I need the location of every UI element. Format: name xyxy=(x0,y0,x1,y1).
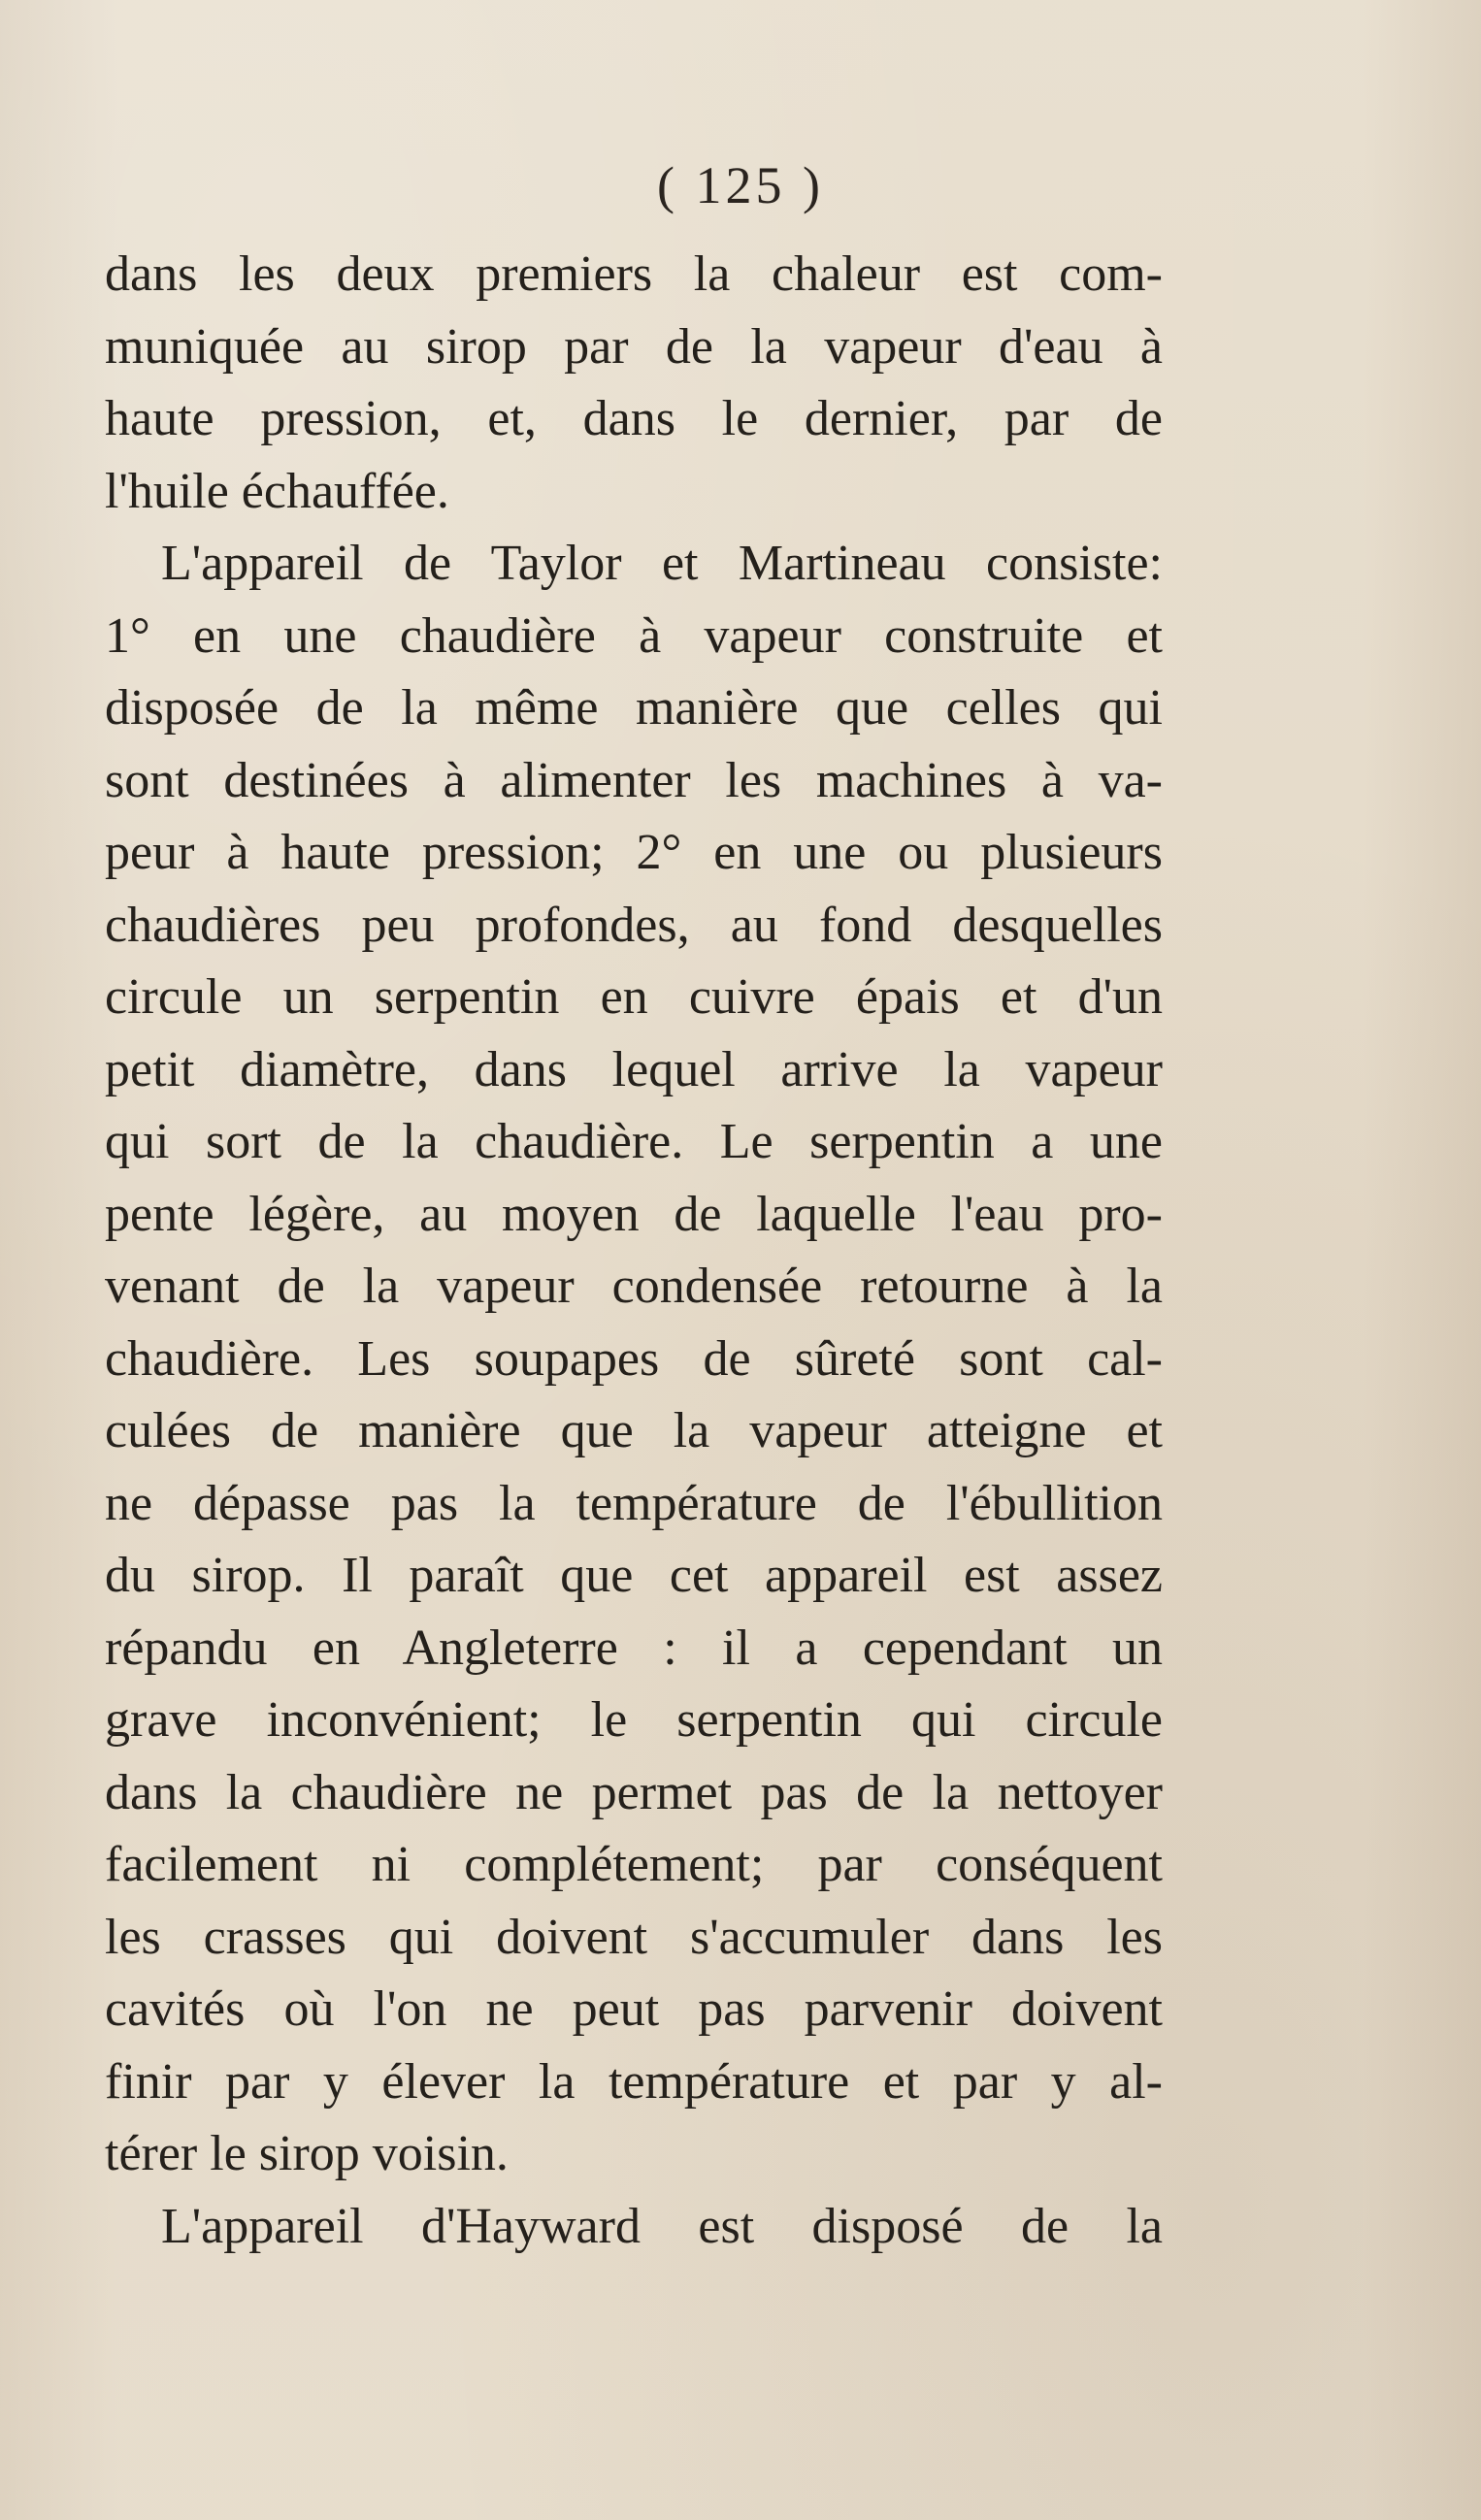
text-line: haute pression, et, dans le dernier, par de xyxy=(105,391,1163,446)
text-line: venant de la vapeur condensée retourne à la xyxy=(105,1259,1163,1314)
text-line: l'huile échauffée. xyxy=(105,463,449,519)
text-line: du sirop. Il paraît que cet appareil est assez xyxy=(105,1548,1163,1603)
text-line: térer le sirop voisin. xyxy=(105,2126,509,2181)
text-line: circule un serpentin en cuivre épais et d'un xyxy=(105,969,1163,1025)
text-line: muniquée au sirop par de la vapeur d'eau à xyxy=(105,318,1163,375)
text-line: L'appareil d'Hayward est disposé de la xyxy=(161,2198,1163,2254)
text-line: répandu en Angleterre : il a cependant un xyxy=(105,1620,1163,1676)
text-line: ne dépasse pas la température de l'ébullition xyxy=(105,1475,1163,1531)
text-line: dans la chaudière ne permet pas de la nettoyer xyxy=(105,1764,1163,1820)
text-line: chaudières peu profondes, au fond desquelles xyxy=(105,897,1163,953)
text-line: facilement ni complétement; par conséquent xyxy=(105,1837,1163,1892)
text-line: les crasses qui doivent s'accumuler dans les xyxy=(105,1909,1163,1965)
text-line: disposée de la même manière que celles qui xyxy=(105,680,1163,736)
text-line: grave inconvénient; le serpentin qui circule xyxy=(105,1692,1163,1748)
text-line: chaudière. Les soupapes de sûreté sont cal- xyxy=(105,1330,1163,1387)
text-line: sont destinées à alimenter les machines à va- xyxy=(105,752,1163,808)
text-line: finir par y élever la température et par y al- xyxy=(105,2053,1163,2110)
page-number: ( 125 ) xyxy=(657,156,824,214)
body-text xyxy=(105,239,1163,2263)
text-line: L'appareil de Taylor et Martineau consiste: xyxy=(161,536,1163,591)
text-line: qui sort de la chaudière. Le serpentin a une xyxy=(105,1114,1163,1169)
text-line: dans les deux premiers la chaleur est com- xyxy=(105,246,1163,302)
text-line: peur à haute pression; 2° en une ou plusieurs xyxy=(105,825,1163,880)
text-line: petit diamètre, dans lequel arrive la vapeur xyxy=(105,1041,1163,1097)
text-line: culées de manière que la vapeur atteigne et xyxy=(105,1403,1163,1458)
text-line: 1° en une chaudière à vapeur construite et xyxy=(105,607,1163,664)
text-line: cavités où l'on ne peut pas parvenir doivent xyxy=(105,1981,1163,2037)
text-line: pente légère, au moyen de laquelle l'eau pro- xyxy=(105,1186,1163,1242)
